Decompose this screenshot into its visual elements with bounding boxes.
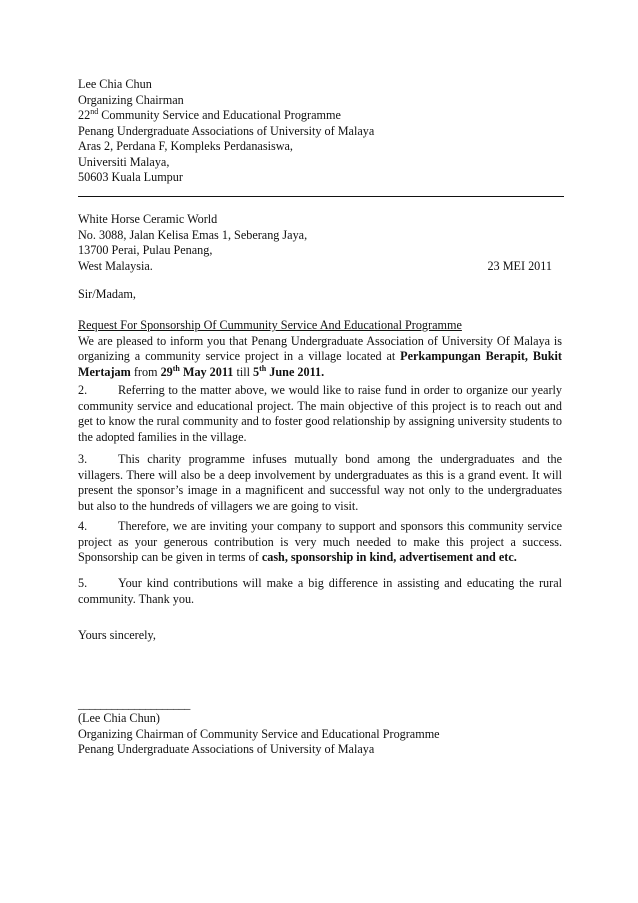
- programme-name: Community Service and Educational Programme: [98, 108, 341, 122]
- paragraph-4: [78, 519, 562, 566]
- sender-address-line-2: Universiti Malaya,: [78, 154, 170, 169]
- paragraph-text: This charity programme infuses mutually bond among the undergraduates and the villagers. There will also be a deep involvement by undergraduates as this is a grand event. It will present the sponsor’s image in a magnificent and successful way not only to the undergraduates but also to the hundreds of villagers we are going to visit.: [78, 452, 562, 513]
- signature-name: (Lee Chia Chun): [78, 711, 160, 725]
- intro-from: from: [130, 364, 161, 379]
- header-divider: [78, 196, 564, 197]
- signature-organisation: Penang Undergraduate Associations of University of Malaya: [78, 742, 375, 756]
- signature-block: [78, 697, 562, 758]
- sender-address-line-3: 50603 Kuala Lumpur: [78, 170, 183, 184]
- sponsorship-types: cash, sponsorship in kind, advertisement and etc.: [261, 550, 517, 565]
- signature-title: Organizing Chairman of Community Service and Educational Programme: [78, 726, 440, 741]
- paragraph-5: [78, 576, 562, 607]
- paragraph-number: 2.: [78, 383, 88, 397]
- recipient-address-line-3: West Malaysia.: [78, 258, 153, 273]
- sender-block: [78, 77, 562, 186]
- paragraph-3: [78, 452, 562, 514]
- recipient-address-date-row: [78, 259, 562, 275]
- programme-number: 22: [78, 108, 91, 122]
- intro-start-date: [161, 365, 234, 379]
- sender-title: Organizing Chairman: [78, 92, 184, 107]
- letter-date: 23 MEI 2011: [487, 258, 552, 273]
- sender-organisation: Penang Undergraduate Associations of University of Malaya: [78, 123, 375, 138]
- end-day: 5: [253, 364, 260, 379]
- end-month-year: June 2011.: [266, 364, 325, 379]
- intro-end-date: [253, 365, 324, 379]
- sender-address-line-1: Aras 2, Perdana F, Kompleks Perdanasiswa,: [78, 139, 293, 153]
- salutation: Sir/Madam,: [78, 287, 136, 301]
- closing: Yours sincerely,: [78, 628, 156, 642]
- recipient-block: [78, 212, 562, 274]
- paragraph-number: 3.: [78, 452, 88, 466]
- sender-programme: [78, 108, 562, 124]
- subject-block: [78, 318, 562, 380]
- intro-till: till: [233, 364, 254, 379]
- sender-name: Lee Chia Chun: [78, 77, 152, 91]
- closing-block: [78, 628, 562, 644]
- signature-line: ____________________: [78, 697, 190, 711]
- intro-text: We are pleased to inform you that Penang Undergraduate Association of University Of Malaya is organizing a community service project in a village located at: [78, 333, 562, 364]
- salutation-block: [78, 287, 562, 303]
- paragraph-2: [78, 383, 562, 445]
- intro-location: Perkampungan Berapit, Bukit Mertajam: [78, 349, 562, 379]
- recipient-address-line-2: 13700 Perai, Pulau Penang,: [78, 243, 213, 257]
- paragraph-text: Your kind contributions will make a big difference in assisting and educating the rural community. Thank you.: [78, 576, 562, 606]
- intro-paragraph: [78, 334, 562, 381]
- recipient-address-line-1: No. 3088, Jalan Kelisa Emas 1, Seberang Jaya,: [78, 227, 308, 242]
- start-day: 29: [160, 364, 173, 379]
- start-day-suffix: th: [172, 363, 180, 373]
- programme-suffix: nd: [90, 106, 99, 116]
- paragraph-number: 4.: [78, 519, 88, 533]
- recipient-name: White Horse Ceramic World: [78, 212, 218, 226]
- subject-line: Request For Sponsorship Of Cummunity Service And Educational Programme: [78, 318, 462, 332]
- paragraph-number: 5.: [78, 576, 88, 590]
- start-month-year: May 2011: [179, 364, 234, 379]
- paragraph-text: Referring to the matter above, we would like to raise fund in order to organize our yearly community service and educational project. The main objective of this project is to reach out and get to know the rural community and to foster good relationship by assigning university students to the adopted families in the village.: [78, 383, 562, 444]
- end-day-suffix: th: [259, 363, 267, 373]
- paragraph-text: Therefore, we are inviting your company to support and sponsors this community service project as your generous contribution is very much needed to make this project a success. Sponsorship can be given in terms of: [78, 519, 562, 565]
